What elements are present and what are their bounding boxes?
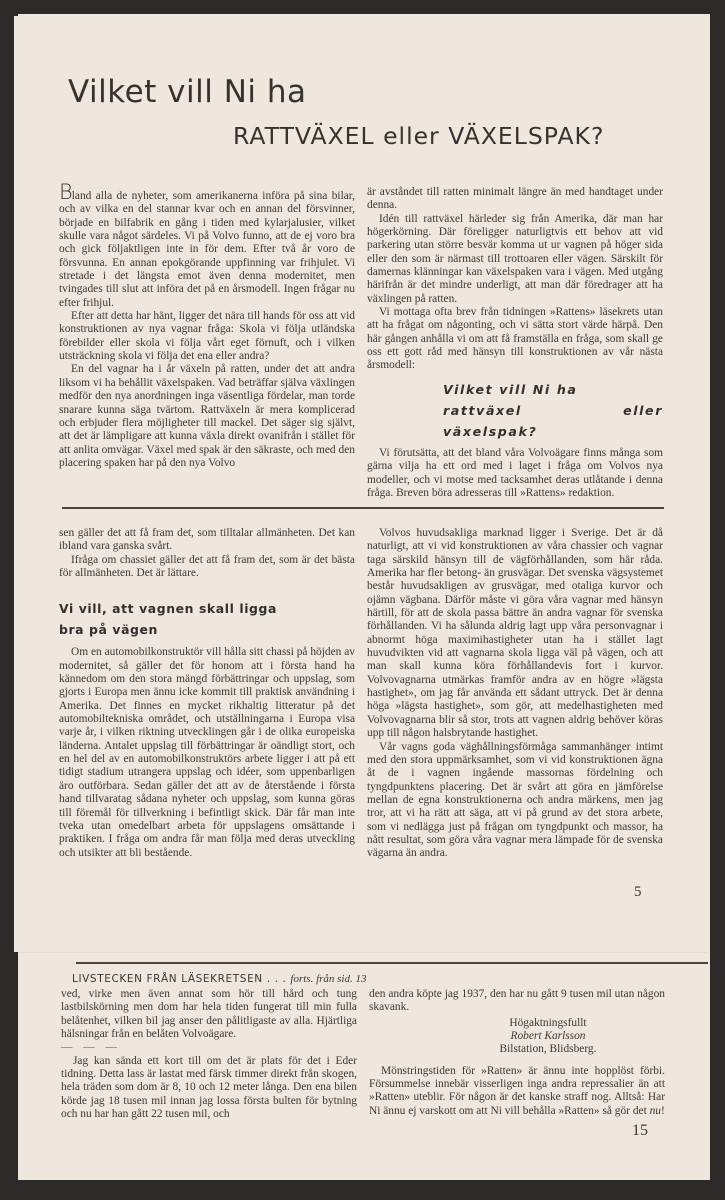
section-heading: LIVSTECKEN FRÅN LÄSEKRETSEN . . . forts. från sid. 13 (72, 973, 367, 985)
article-paragraph: Om en automobilkonstruktör vill hålla sitt chassi på höjden av modernitet, så gäller det för honom att i första hand ha kännedom om den stora mängd förbättringar och uppslag, som gjorts i Europa men ännu icke kommit till praktisk användning i Amerika. Det finnes en mycket rikhaltig litteratur på det automobiltekniska området, och utställningarna i Europa visa varje år, i vilken riktning utvecklingen går i de olika europeiska länderna. Antalet uppslag till förbättringar är oändligt stort, och en hel del av en automobilkonstruktörs arbete ligger i att på ett tidigt stadium utrangera uppslag och idéer, som uppenbarligen äro outförbara. Sedan gäller det att av de återstående i första hand tillvaratag sådana nyheter och uppslag, som kunna göras till föremål för tillverkning i befintligt skick. Där får man inte tveka utan omedelbart arbeta för uppslagens omsättande i praktiken. I fråga om andra får man följa med deras utveckling och utsikter att bli bestående. (59, 646, 355, 859)
article-paragraph: Vår vagns goda väghållningsförmåga sammanhänger intimt med den stora uppmärksamhet, som vi vid konstruktionen ägna åt de i vagnen ingående massornas fördelning och tyngdpunktens placering. Det är svårt att göra en jämförelse mellan de egna konstruktionerna och andra märkens, men jag tror, att vi ha rätt att säga, att vi på grund av det stora arbete, som vi nedlägga just på frågan om tyngdpunkt och massor, ha nått resultat, som göra våra vagnar mera lämpade för de svenska vägarna än andra. (367, 740, 663, 860)
article-paragraph: Vi förutsätta, att det bland våra Volvoägare finns många som gärna vilja ha ett ord med i laget i fråga om Volvos nya modeller, och vi motse med tacksamhet deras utlåtande i denna fråga. Breven böra adresseras till »Rattens» redaktion. (367, 446, 663, 499)
article-paragraph: Vi mottaga ofta brev från tidningen »Rattens» läsekrets utan att ha frågat om någonting, och vi sätta stort värde härpå. Den här gången anhålla vi om att få framställa en fråga, som skall ge oss ett gott råd med hänsyn till konstruktionen av vår nästa årsmodell: (367, 306, 663, 372)
signature-name: Robert Karlsson (510, 1030, 586, 1043)
article-column-lower-right (367, 527, 663, 861)
section-subheading: Vi vill, att vagnen skall ligga bra på vägen (59, 601, 277, 638)
article-column-left (59, 180, 355, 470)
letters-column-right (369, 988, 665, 1118)
letter-paragraph: den andra köpte jag 1937, den har nu gått 9 tusen mil utan någon skavank. (369, 988, 665, 1014)
page-number-lower: 15 (632, 1122, 648, 1139)
article-paragraph: är avståndet till ratten minimalt längre än med handtaget under denna. (367, 186, 663, 212)
article-paragraph: Volvos huvudsakliga marknad ligger i Sverige. Det är då naturligt, att vi vid konstruktionen av våra chassier och vagnar taga särskild hänsyn till de vägförhållanden, som här råda. Amerika har fler betong- än grusvägar. Det svenska vägsystemet består huvudsakligen av grusvägar, med otaliga kurvor och ojämn vägbana. Därför måste vi göra våra vagnar med hänsyn härtill, för att de skola passa bättre än andra vagnar för svenska förhållanden. Vi ha sålunda aldrig lagt upp våra personvagnar i abnormt höga maximihastigheter utan ha i stället lagt huvudvikten vid att vagnarna skola ligga väl på vägen, och att man skall kunna köra förhållandevis fort i kurvor. Volvovagnarna utmärkas framför andra av en högre »lägsta hastighet», om jag får använda ett sådant uttryck. Det är denna höga »lägsta hastighet», som gör, att medelhastigheten med Volvovagnarna blir så stor, trots att vagnen aldrig behöver köras upp till någon halsbrytande hastighet. (367, 527, 663, 740)
article-paragraph: Efter att detta har hänt, ligger det nära till hands för oss att vid konstruktionen av nya vagnar fråga: Skola vi följa utländska förebilder eller skola vi följa vårt eget förnuft, och i vilken utsträckning skola vi följa det ena eller andra? (59, 310, 355, 363)
article-paragraph: Bland alla de nyheter, som amerikanerna införa på sina bilar, och av vilka en del stannar kvar och en annan del försvinner, började en bilfabrik en gång i tiden med kylarjalusier, vilket skulle vara något särdeles. Vi på Volvo funno, att de ej voro bra och gick följaktligen inte in för dem. Efter två år voro de försvunna. En annan epokgörande uppfinning var frihjulet. Vi stretade i det längsta emot även denna modernitet, men tvingades till slut att införa det på en årsmodell. Ingen frågar nu efter frihjul. (59, 180, 355, 309)
section-divider-lower (76, 962, 708, 964)
continued-note: forts. från sid. 13 (290, 973, 367, 985)
letter-paragraph: Mönstringstiden för »Ratten» är ännu inte hopplöst förbi. Försummelse innebär visserligen inga andra repressalier än att »Ratten» uteblir. För någon är det kanske straff nog. Alltså: Har Ni ännu ej varskott om att Ni vill behålla »Ratten» så gör det nu! (369, 1064, 665, 1117)
article-paragraph: sen gäller det att få fram det, som tilltalar allmänheten. Det kan ibland vara ganska svårt. (59, 527, 355, 553)
article-paragraph: Idén till rattväxel härleder sig från Amerika, där man har högerkörning. Där föreligger naturligtvis ett behov att vid parkering utan större besvär komma ut ur vagnen på höger sida eller den som är närmast till trottoaren eller vägen. Särskilt för damernas klänningar kan växelspaken vara i vägen. Med utgång härifrån är det mindre underligt, att man där föredrager att ha växlingen på ratten. (367, 212, 663, 305)
article-column-right (367, 186, 663, 500)
page-number: 5 (634, 884, 642, 900)
letter-separator: — — — (61, 1041, 121, 1054)
drop-cap: B (59, 180, 72, 204)
letter-paragraph: ved, virke men även annat som hör till hård och tung lastbilskörning men dom har hela tiden fungerat till min fulla belåtenhet, vilken bil jag anser den pålitligaste av alla. Hjärtliga hälsningar från en belåten Volvoägare. (61, 988, 357, 1041)
article-paragraph: En del vagnar ha i år växeln på ratten, under det att andra liksom vi ha behållit växelspaken. Vad beträffar själva växlingen medför den nya anordningen inga väsentliga fördelar, man torde snarare kunna säga tvärtom. Rattväxeln är mera komplicerad och erbjuder flera möjligheter till mackel. Det säger sig självt, att det är lämpligare att kunna växla direkt ovanifrån i stället för att anlita omvägar. Växel med spak är den säkraste, och med den placering spaken har på den nya Volvo (59, 363, 355, 469)
letter-paragraph: Jag kan sända ett kort till om det är plats för det i Eder tidning. Detta lass är lastat med färsk timmer direkt från skogen, hela träden som dom är 8, 10 och 12 meter långa. Den ena bilen körde jag 18 tusen mil innan jag lossa första bulten för bytning och nu har han gått 22 tusen mil, och (61, 1054, 357, 1121)
section-divider (62, 507, 664, 509)
article-paragraph: Ifråga om chassiet gäller det att få fram det, som är det bästa för allmänheten. Det är lättare. (59, 553, 355, 580)
pull-quote: Vilket vill Ni ha rattväxel eller växelspak? (443, 381, 663, 439)
letter-signature: Högaktningsfullt Robert Karlsson Bilstation, Blidsberg. (369, 1017, 665, 1057)
signature-place: Bilstation, Blidsberg. (499, 1043, 597, 1056)
article-column-lower-left (59, 527, 355, 860)
letters-column-left (61, 988, 357, 1121)
article-subtitle: RATTVÄXEL eller VÄXELSPAK? (233, 122, 605, 150)
article-title: Vilket vill Ni ha (68, 74, 307, 110)
